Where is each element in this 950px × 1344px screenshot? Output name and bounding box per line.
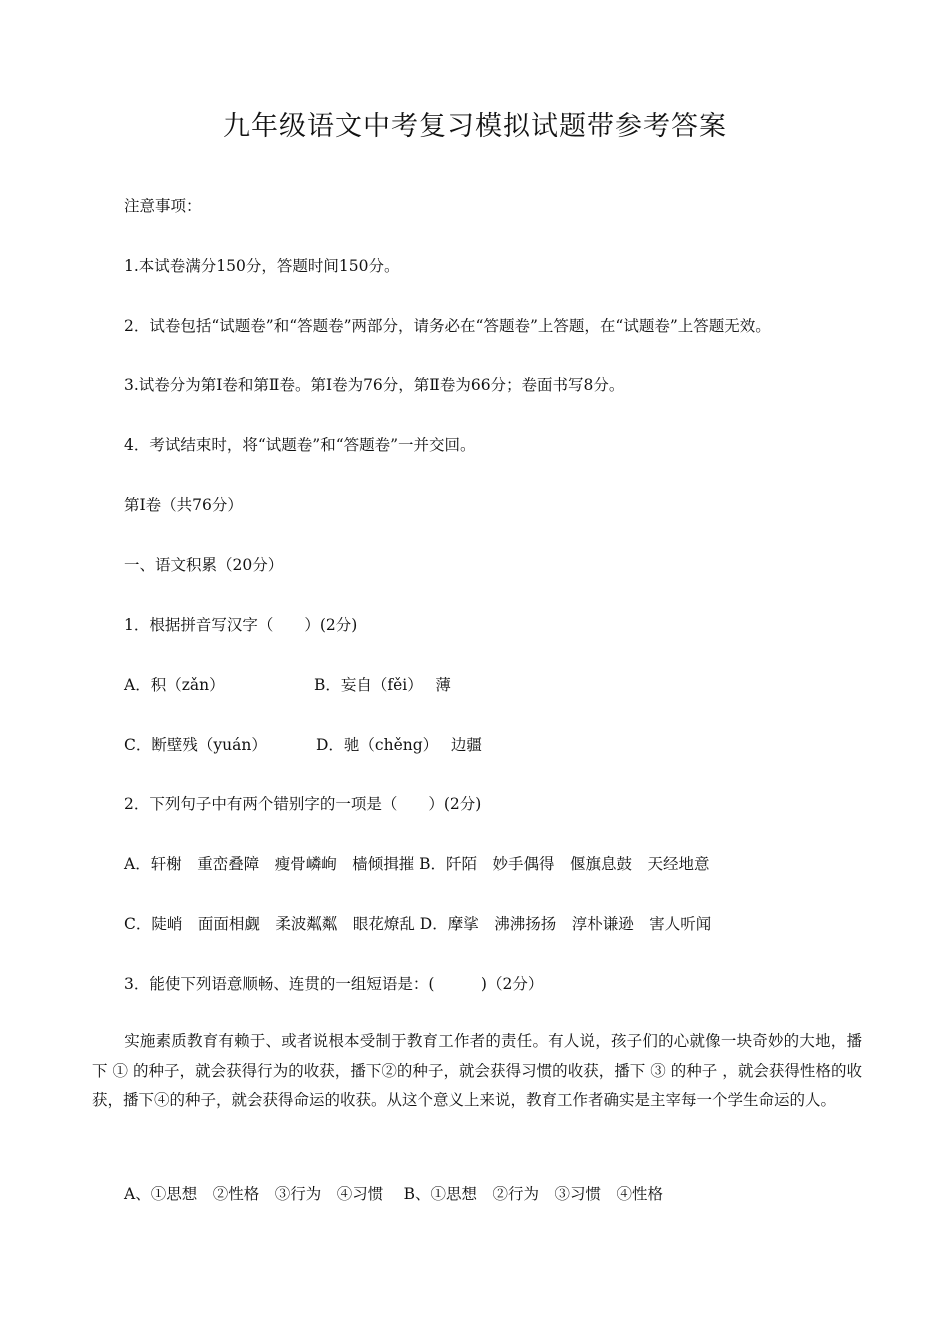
notes-heading: 注意事项：: [124, 197, 202, 215]
q1-option-d: D．驰（chěng） 边疆: [316, 736, 482, 754]
note-1: 1.本试卷满分150分，答题时间150分。: [124, 257, 400, 275]
q1-option-c: C．断壁残（yuán）: [124, 736, 267, 754]
q1-option-a: A．积（zǎn）: [124, 676, 225, 694]
q1-options-row2: [124, 733, 482, 755]
q2-options-row1: A．轩榭 重峦叠障 瘦骨嶙峋 樯倾揖摧 B．阡陌 妙手偶得 偃旗息鼓 天经地意: [124, 855, 710, 873]
note-2: 2．试卷包括“试题卷”和“答题卷”两部分，请务必在“答题卷”上答题，在“试题卷”上答题无效。: [124, 317, 771, 335]
section1-heading: 一、语文积累（20分）: [124, 556, 284, 574]
note-3: 3.试卷分为第Ⅰ卷和第Ⅱ卷。第Ⅰ卷为76分，第Ⅱ卷为66分；卷面书写8分。: [124, 376, 625, 394]
q3-stem: 3．能使下列语意顺畅、连贯的一组短语是：( )（2分）: [124, 975, 544, 993]
q1-options-row1: [124, 673, 451, 695]
q1-stem: 1．根据拼音写汉字（ ）(2分): [124, 616, 358, 634]
q2-stem: 2．下列句子中有两个错别字的一项是（ ）(2分): [124, 795, 482, 813]
part1-heading: 第Ⅰ卷（共76分）: [124, 496, 243, 514]
document-title: 九年级语文中考复习模拟试题带参考答案: [223, 111, 727, 142]
q3-passage: [92, 1027, 862, 1116]
q2-options-row2: C．陡峭 面面相觑 柔波粼粼 眼花燎乱 D．摩挲 沸沸扬扬 淳朴谦逊 害人听闻: [124, 915, 712, 933]
q3-passage-text: 实施素质教育有赖于、或者说根本受制于教育工作者的责任。有人说，孩子们的心就像一块奇妙的大地，播下 ① 的种子，就会获得行为的收获，播下②的种子，就会获得习惯的收获，播下 ③ 的种子 ，就会获得性格的收获，播下④的种子，就会获得命运的收获。从这个意义上来说，教育工作者确实是主宰每一个学生命运的人。: [92, 1032, 862, 1109]
note-4: 4．考试结束时，将“试题卷”和“答题卷”一并交回。: [124, 436, 476, 454]
q1-option-b: B．妄自（fěi） 薄: [314, 676, 451, 694]
q3-options-row1: A、①思想 ②性格 ③行为 ④习惯 B、①思想 ②行为 ③习惯 ④性格: [124, 1185, 664, 1203]
